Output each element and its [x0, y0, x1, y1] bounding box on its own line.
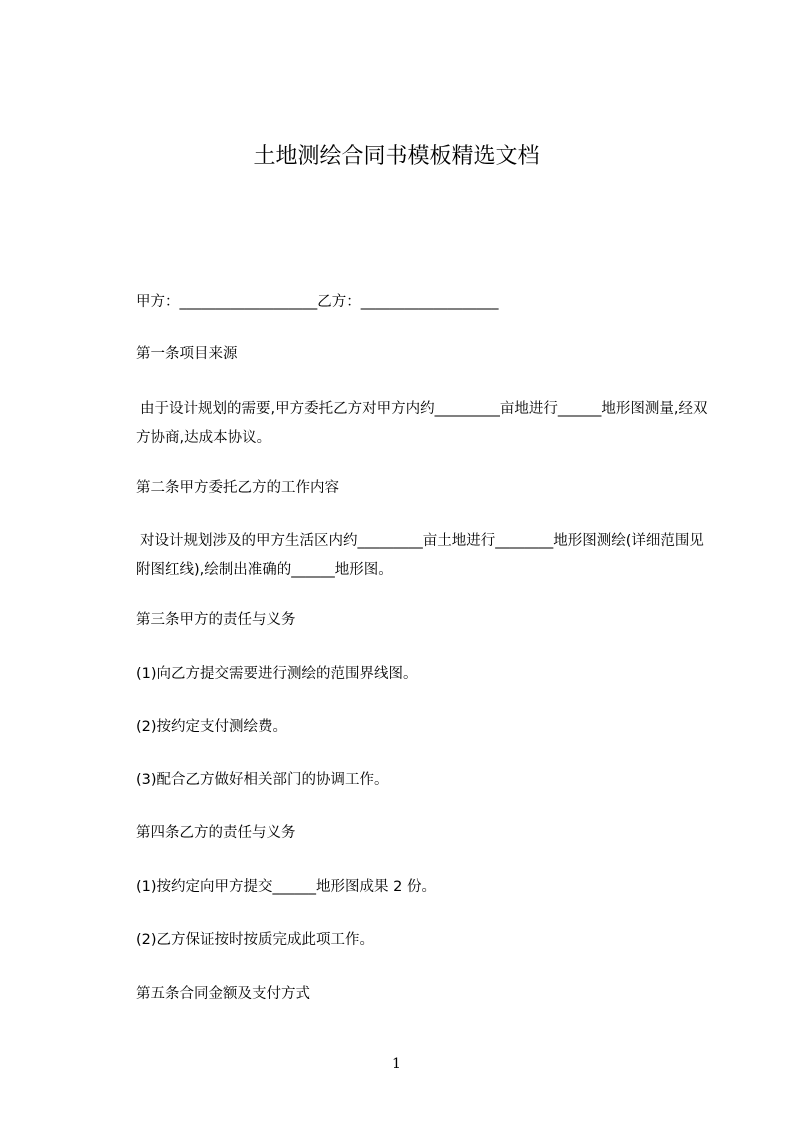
article-3-item-2: (2)按约定支付测绘费。 [136, 719, 288, 735]
article-4-item-2: (2)乙方保证按时按质完成此项工作。 [136, 932, 375, 948]
article-2-body: 对设计规划涉及的甲方生活区内约_________亩土地进行________地形图测绘(详细范围见附图红线),绘制出准确的______地形图。 [136, 533, 704, 578]
page-number: 1 [392, 1056, 401, 1072]
article-4-heading: 第四条乙方的责任与义务 [136, 825, 296, 841]
article-1-body: 由于设计规划的需要,甲方委托乙方对甲方内约_________亩地进行______地形图测量,经双方协商,达成本协议。 [136, 401, 708, 446]
document-title: 土地测绘合同书模板精选文档 [253, 144, 540, 169]
article-4-item-1: (1)按约定向甲方提交______地形图成果 2 份。 [136, 879, 436, 895]
article-3-heading: 第三条甲方的责任与义务 [136, 612, 296, 628]
article-3-item-3: (3)配合乙方做好相关部门的协调工作。 [136, 772, 389, 788]
article-1-heading: 第一条项目来源 [136, 346, 238, 362]
article-3-item-1: (1)向乙方提交需要进行测绘的范围界线图。 [136, 666, 418, 682]
parties-line: 甲方：___________________乙方：___________________ [136, 294, 499, 310]
article-2-heading: 第二条甲方委托乙方的工作内容 [136, 480, 339, 496]
article-5-heading: 第五条合同金额及支付方式 [136, 986, 310, 1002]
